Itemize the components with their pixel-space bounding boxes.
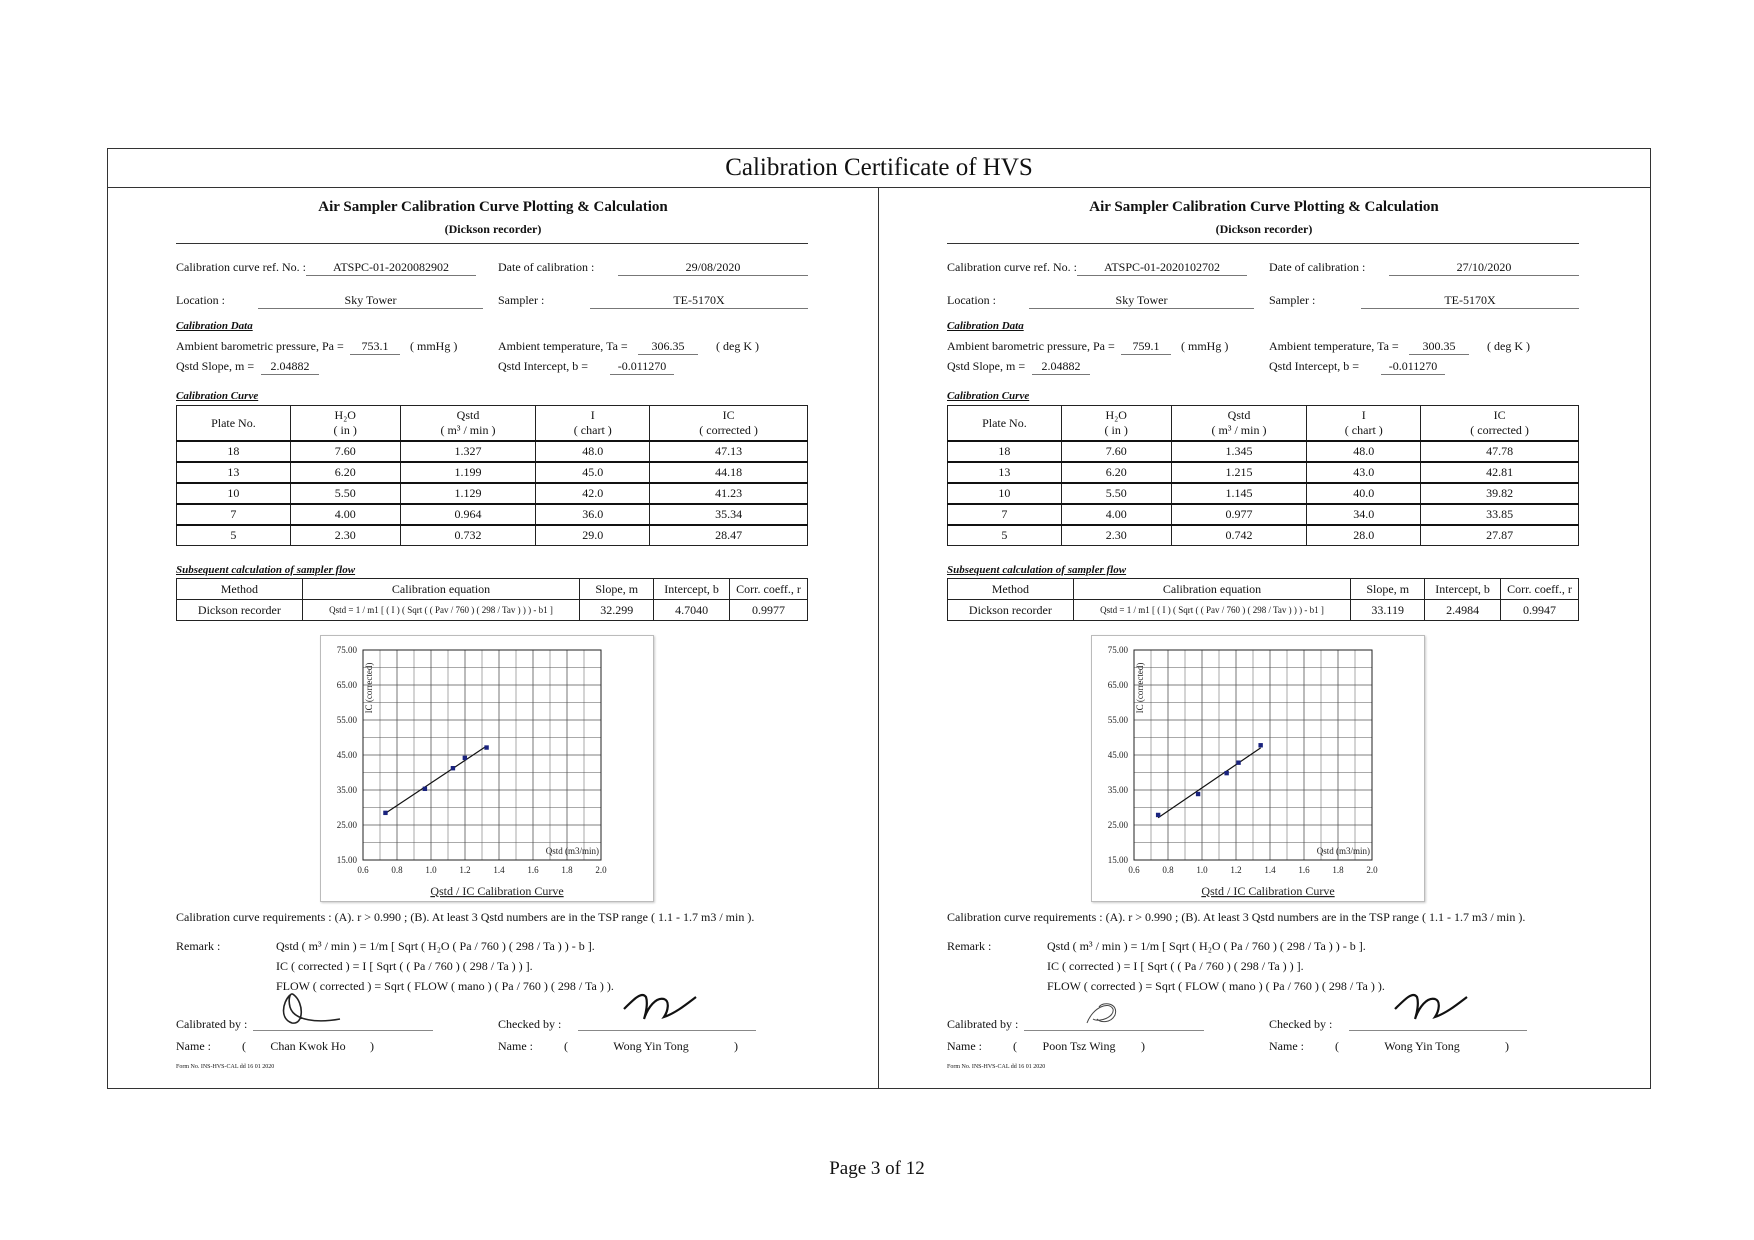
calibration-curve-title: Calibration Curve: [176, 390, 259, 402]
calibration-cell: 27.87: [1421, 525, 1579, 546]
calibration-cell: 43.0: [1307, 462, 1421, 483]
panel-heading: Air Sampler Calibration Curve Plotting & Calculation: [1089, 199, 1439, 215]
calibration-cell: 2.30: [290, 525, 400, 546]
calibration-cell: 0.964: [400, 504, 536, 525]
ref-value: ATSPC-01-2020082902: [306, 260, 476, 276]
calibrated-name: Poon Tsz Wing: [1042, 1039, 1116, 1053]
header-ic: IC ( corrected ): [650, 406, 808, 442]
calibrated-name: Chan Kwok Ho: [270, 1039, 346, 1053]
calibration-row: [948, 462, 1579, 483]
calibration-cell: 6.20: [290, 462, 400, 483]
calibration-cell: 48.0: [536, 441, 650, 462]
chart-svg: [321, 636, 653, 901]
checker-signature: [620, 987, 700, 1023]
name-label: Name :: [176, 1039, 211, 1053]
calibration-cell: 7.60: [1061, 441, 1171, 462]
chart-svg: [1092, 636, 1424, 901]
pa-unit: ( mmHg ): [1181, 339, 1229, 353]
checked-by-label: Checked by :: [498, 1017, 562, 1031]
calibration-cell: 5: [948, 525, 1062, 546]
x-tick-label: 1.4: [1264, 865, 1276, 875]
x-tick-label: 1.0: [1196, 865, 1208, 875]
calibration-cell: 1.327: [400, 441, 536, 462]
name-label: Name :: [498, 1039, 533, 1053]
calibration-row: [948, 504, 1579, 525]
x-tick-label: 1.4: [493, 865, 505, 875]
subsequent-header-row: [177, 579, 808, 600]
header-method: Method: [948, 579, 1074, 600]
calibrated-name-row: [947, 1039, 1145, 1054]
calibration-row: [948, 525, 1579, 546]
calibration-cell: 7: [948, 504, 1062, 525]
x-tick-label: 1.6: [1298, 865, 1310, 875]
intercept-value: -0.011270: [610, 359, 674, 375]
calibration-cell: 13: [948, 462, 1062, 483]
calibration-curve-title: Calibration Curve: [947, 390, 1030, 402]
pa-label: Ambient barometric pressure, Pa =: [947, 339, 1115, 353]
calibrated-by-label: Calibrated by :: [176, 1017, 248, 1031]
method-cell: Dickson recorder: [948, 600, 1074, 621]
slope-label: Qstd Slope, m =: [176, 359, 255, 373]
paren-open: (: [1013, 1039, 1017, 1053]
calibration-cell: 47.78: [1421, 441, 1579, 462]
ta-value: 306.35: [638, 339, 698, 355]
sampler-value: TE-5170X: [590, 293, 808, 309]
calibration-cell: 44.18: [650, 462, 808, 483]
location-value: Sky Tower: [1029, 293, 1254, 309]
calibration-cell: 1.345: [1171, 441, 1307, 462]
x-tick-label: 1.6: [527, 865, 539, 875]
y-tick-label: 25.00: [336, 820, 357, 830]
paren-open: (: [1335, 1039, 1339, 1053]
remark-formula-2: IC ( corrected ) = I [ Sqrt ( ( Pa / 760 ) ( 298 / Ta ) ) ].: [276, 959, 533, 973]
remark-label: Remark :: [176, 939, 221, 953]
y-tick-label: 55.00: [1107, 715, 1128, 725]
date-value: 27/10/2020: [1389, 260, 1579, 276]
panel-subheading: (Dickson recorder): [1215, 222, 1313, 236]
calibration-cell: 34.0: [1307, 504, 1421, 525]
calibrator-signature: [278, 989, 348, 1029]
paren-close: ): [1141, 1039, 1145, 1053]
location-value: Sky Tower: [258, 293, 483, 309]
equation-cell: Qstd = 1 / m1 [ ( I ) ( Sqrt ( ( Pav / 760 ) ( 298 / Tav ) ) ) - b1 ]: [1073, 600, 1350, 621]
date-label: Date of calibration :: [1269, 260, 1366, 274]
calibration-data-title: Calibration Data: [947, 320, 1024, 332]
header-corr: Corr. coeff., r: [1501, 579, 1579, 600]
header-ic: IC ( corrected ): [1421, 406, 1579, 442]
calibrated-name-row: [176, 1039, 374, 1054]
pa-value: 759.1: [1121, 339, 1171, 355]
data-point: [484, 745, 488, 749]
checked-name: Wong Yin Tong: [613, 1039, 689, 1053]
checked-by-label: Checked by :: [1269, 1017, 1333, 1031]
y-tick-label: 55.00: [336, 715, 357, 725]
page-number: Page 3 of 12: [829, 1158, 925, 1179]
checked-by-line: [578, 1030, 756, 1031]
subsequent-header-row: [948, 579, 1579, 600]
header-equation: Calibration equation: [302, 579, 579, 600]
requirements-text: Calibration curve requirements : (A). r > 0.990 ; (B). At least 3 Qstd numbers are in the TSP range ( 1.1 - 1.7 m3 / min ).: [947, 910, 1526, 924]
calibration-row: [177, 441, 808, 462]
calibration-cell: 35.34: [650, 504, 808, 525]
ref-value: ATSPC-01-2020102702: [1077, 260, 1247, 276]
header-h2o: H₂O ( in ): [290, 406, 400, 442]
ta-value: 300.35: [1409, 339, 1469, 355]
subsequent-row: [177, 600, 808, 621]
remark-label: Remark :: [947, 939, 992, 953]
y-tick-label: 45.00: [1107, 750, 1128, 760]
calibration-table: [947, 405, 1579, 546]
calibration-cell: 18: [948, 441, 1062, 462]
header-method: Method: [177, 579, 303, 600]
calibration-row: [177, 504, 808, 525]
calibrated-by-line: [253, 1030, 433, 1031]
calibration-cell: 7: [177, 504, 291, 525]
calibration-cell: 1.129: [400, 483, 536, 504]
x-tick-label: 1.0: [425, 865, 437, 875]
header-qstd: Qstd ( m³ / min ): [1171, 406, 1307, 442]
data-point: [1258, 743, 1262, 747]
calibration-cell: 39.82: [1421, 483, 1579, 504]
data-point: [1156, 813, 1160, 817]
y-tick-label: 15.00: [336, 855, 357, 865]
y-axis-label: IC (corrected): [1135, 662, 1145, 714]
remark-formula-3: FLOW ( corrected ) = Sqrt ( FLOW ( mano ) ( Pa / 760 ) ( 298 / Ta ) ).: [276, 979, 614, 993]
calibration-cell: 33.85: [1421, 504, 1579, 525]
checked-name-row: [1269, 1039, 1509, 1054]
ta-label: Ambient temperature, Ta =: [1269, 339, 1399, 353]
calibration-chart: [320, 635, 654, 902]
y-axis-label: IC (corrected): [364, 662, 374, 714]
data-point: [423, 787, 427, 791]
calibration-cell: 2.30: [1061, 525, 1171, 546]
slope-value: 2.04882: [1032, 359, 1090, 375]
data-point: [1236, 760, 1240, 764]
calibration-header-row: [948, 406, 1579, 442]
subsequent-calc-table: [176, 578, 808, 621]
intercept-cell: 2.4984: [1425, 600, 1501, 621]
y-tick-label: 65.00: [1107, 680, 1128, 690]
calibration-panel-right: [879, 187, 1649, 1088]
x-tick-label: 1.2: [1230, 865, 1242, 875]
calibration-cell: 4.00: [290, 504, 400, 525]
paren-close: ): [1505, 1039, 1509, 1053]
x-axis-label: Qstd (m3/min): [1316, 846, 1370, 856]
x-tick-label: 1.8: [1332, 865, 1344, 875]
x-tick-label: 2.0: [595, 865, 607, 875]
header-i: I ( chart ): [1307, 406, 1421, 442]
paren-open: (: [242, 1039, 246, 1053]
data-point: [463, 756, 467, 760]
calibration-cell: 29.0: [536, 525, 650, 546]
x-tick-label: 1.8: [561, 865, 573, 875]
header-h2o: H₂O ( in ): [1061, 406, 1171, 442]
calibration-row: [177, 483, 808, 504]
intercept-label: Qstd Intercept, b =: [1269, 359, 1360, 373]
calibration-cell: 6.20: [1061, 462, 1171, 483]
calibration-panel-left: [108, 187, 878, 1088]
header-qstd: Qstd ( m³ / min ): [400, 406, 536, 442]
y-tick-label: 75.00: [1107, 645, 1128, 655]
header-slope: Slope, m: [580, 579, 654, 600]
name-label: Name :: [947, 1039, 982, 1053]
calibration-cell: 45.0: [536, 462, 650, 483]
ta-unit: ( deg K ): [716, 339, 759, 353]
corr-cell: 0.9947: [1501, 600, 1579, 621]
calibration-cell: 0.732: [400, 525, 536, 546]
calibration-cell: 4.00: [1061, 504, 1171, 525]
subsequent-row: [948, 600, 1579, 621]
certificate-frame: [107, 148, 1651, 1089]
pa-unit: ( mmHg ): [410, 339, 458, 353]
header-slope: Slope, m: [1351, 579, 1425, 600]
calibration-cell: 10: [948, 483, 1062, 504]
calibration-chart: [1091, 635, 1425, 902]
calibration-cell: 36.0: [536, 504, 650, 525]
y-tick-label: 45.00: [336, 750, 357, 760]
header-equation: Calibration equation: [1073, 579, 1350, 600]
requirements-text: Calibration curve requirements : (A). r > 0.990 ; (B). At least 3 Qstd numbers are in the TSP range ( 1.1 - 1.7 m3 / min ).: [176, 910, 755, 924]
data-point: [383, 811, 387, 815]
remark-formula-1: Qstd ( m³ / min ) = 1/m [ Sqrt ( H₂O ( Pa / 760 ) ( 298 / Ta ) ) - b ].: [276, 939, 595, 953]
calibration-cell: 0.742: [1171, 525, 1307, 546]
y-tick-label: 65.00: [336, 680, 357, 690]
calibration-cell: 40.0: [1307, 483, 1421, 504]
calibration-cell: 28.47: [650, 525, 808, 546]
calibration-data-title: Calibration Data: [176, 320, 253, 332]
calibration-cell: 7.60: [290, 441, 400, 462]
calibration-cell: 47.13: [650, 441, 808, 462]
calibration-cell: 28.0: [1307, 525, 1421, 546]
pa-value: 753.1: [350, 339, 400, 355]
calibration-row: [177, 525, 808, 546]
calibration-cell: 5.50: [290, 483, 400, 504]
calibration-cell: 5.50: [1061, 483, 1171, 504]
ref-label: Calibration curve ref. No. :: [176, 260, 306, 274]
ta-label: Ambient temperature, Ta =: [498, 339, 628, 353]
calibration-cell: 42.0: [536, 483, 650, 504]
method-cell: Dickson recorder: [177, 600, 303, 621]
data-point: [1196, 792, 1200, 796]
calibration-row: [948, 483, 1579, 504]
paren-close: ): [734, 1039, 738, 1053]
subsequent-calc-title: Subsequent calculation of sampler flow: [947, 564, 1127, 576]
calibration-row: [177, 462, 808, 483]
slope-cell: 32.299: [580, 600, 654, 621]
paren-close: ): [370, 1039, 374, 1053]
intercept-value: -0.011270: [1381, 359, 1445, 375]
slope-label: Qstd Slope, m =: [947, 359, 1026, 373]
form-number: Form No. INS-HVS-CAL dd 16 01 2020: [947, 1064, 1046, 1070]
corr-cell: 0.9977: [730, 600, 808, 621]
x-tick-label: 2.0: [1366, 865, 1378, 875]
panel-subheading: (Dickson recorder): [444, 222, 542, 236]
y-tick-label: 25.00: [1107, 820, 1128, 830]
checked-by-line: [1349, 1030, 1527, 1031]
sampler-label: Sampler :: [498, 293, 545, 307]
data-point: [451, 766, 455, 770]
calibration-header-row: [177, 406, 808, 442]
header-intercept: Intercept, b: [1425, 579, 1501, 600]
x-tick-label: 1.2: [459, 865, 471, 875]
certificate-title: Calibration Certificate of HVS: [108, 149, 1650, 188]
x-tick-label: 0.6: [1128, 865, 1140, 875]
remark-formula-1: Qstd ( m³ / min ) = 1/m [ Sqrt ( H₂O ( Pa / 760 ) ( 298 / Ta ) ) - b ].: [1047, 939, 1366, 953]
pa-label: Ambient barometric pressure, Pa =: [176, 339, 344, 353]
subsequent-calc-title: Subsequent calculation of sampler flow: [176, 564, 356, 576]
slope-cell: 33.119: [1351, 600, 1425, 621]
header-intercept: Intercept, b: [654, 579, 730, 600]
checked-name: Wong Yin Tong: [1384, 1039, 1460, 1053]
x-tick-label: 0.8: [1162, 865, 1174, 875]
header-plate: Plate No.: [948, 406, 1062, 442]
calibration-table: [176, 405, 808, 546]
header-i: I ( chart ): [536, 406, 650, 442]
header-plate: Plate No.: [177, 406, 291, 442]
ta-unit: ( deg K ): [1487, 339, 1530, 353]
paren-open: (: [564, 1039, 568, 1053]
calibration-cell: 1.199: [400, 462, 536, 483]
calibration-cell: 41.23: [650, 483, 808, 504]
calibration-cell: 48.0: [1307, 441, 1421, 462]
date-value: 29/08/2020: [618, 260, 808, 276]
calibrator-signature: [1079, 997, 1149, 1037]
y-tick-label: 35.00: [1107, 785, 1128, 795]
calibration-cell: 5: [177, 525, 291, 546]
y-tick-label: 15.00: [1107, 855, 1128, 865]
chart-caption: Qstd / IC Calibration Curve: [430, 884, 564, 898]
checked-name-row: [498, 1039, 738, 1054]
sampler-value: TE-5170X: [1361, 293, 1579, 309]
calibration-row: [948, 441, 1579, 462]
location-label: Location :: [947, 293, 996, 307]
form-number: Form No. INS-HVS-CAL dd 16 01 2020: [176, 1064, 275, 1070]
calibration-cell: 13: [177, 462, 291, 483]
chart-caption: Qstd / IC Calibration Curve: [1201, 884, 1335, 898]
location-label: Location :: [176, 293, 225, 307]
calibration-cell: 1.215: [1171, 462, 1307, 483]
calibration-cell: 1.145: [1171, 483, 1307, 504]
remark-formula-3: FLOW ( corrected ) = Sqrt ( FLOW ( mano ) ( Pa / 760 ) ( 298 / Ta ) ).: [1047, 979, 1385, 993]
calibration-cell: 18: [177, 441, 291, 462]
x-tick-label: 0.8: [391, 865, 403, 875]
ref-label: Calibration curve ref. No. :: [947, 260, 1077, 274]
slope-value: 2.04882: [261, 359, 319, 375]
data-point: [1224, 771, 1228, 775]
x-tick-label: 0.6: [357, 865, 369, 875]
equation-cell: Qstd = 1 / m1 [ ( I ) ( Sqrt ( ( Pav / 760 ) ( 298 / Tav ) ) ) - b1 ]: [302, 600, 579, 621]
y-tick-label: 75.00: [336, 645, 357, 655]
y-tick-label: 35.00: [336, 785, 357, 795]
subsequent-calc-table: [947, 578, 1579, 621]
calibration-cell: 0.977: [1171, 504, 1307, 525]
panel-heading: Air Sampler Calibration Curve Plotting & Calculation: [318, 199, 668, 215]
calibration-cell: 10: [177, 483, 291, 504]
name-label: Name :: [1269, 1039, 1304, 1053]
heading-rule: [947, 243, 1579, 244]
intercept-label: Qstd Intercept, b =: [498, 359, 589, 373]
heading-rule: [176, 243, 808, 244]
sampler-label: Sampler :: [1269, 293, 1316, 307]
calibration-cell: 42.81: [1421, 462, 1579, 483]
header-corr: Corr. coeff., r: [730, 579, 808, 600]
checker-signature: [1391, 987, 1471, 1023]
calibrated-by-label: Calibrated by :: [947, 1017, 1019, 1031]
remark-formula-2: IC ( corrected ) = I [ Sqrt ( ( Pa / 760 ) ( 298 / Ta ) ) ].: [1047, 959, 1304, 973]
x-axis-label: Qstd (m3/min): [545, 846, 599, 856]
trend-line: [385, 746, 486, 813]
intercept-cell: 4.7040: [654, 600, 730, 621]
date-label: Date of calibration :: [498, 260, 595, 274]
